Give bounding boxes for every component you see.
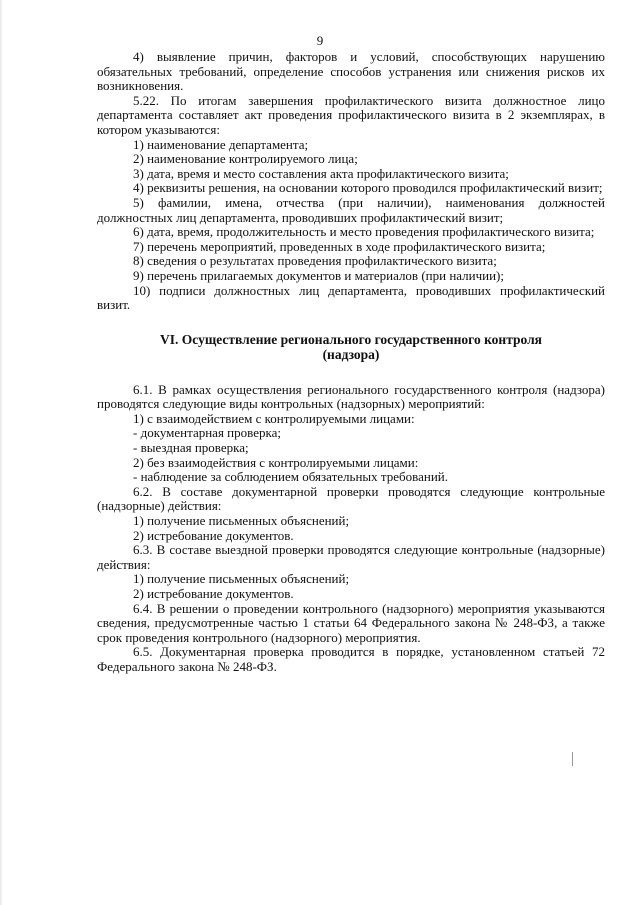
paragraph: 5.22. По итогам завершения профилактического визита должностное лицо департамента составляет акт проведения профилактического визита в 2 экземплярах, в котором указываются: — [97, 92, 605, 137]
list-item: 1) получение письменных объяснений; — [133, 513, 350, 529]
paragraph: 6.4. В решении о проведении контрольного (надзорного) мероприятия указываются сведения, предусмотренные частью 1 статьи 64 Федерального закона № 248-ФЗ, а также срок проведения контрольного (надзорного) мероприятия. — [97, 600, 605, 645]
list-item: 8) сведения о результатах проведения профилактического визита; — [133, 253, 497, 269]
list-item: 1) получение письменных объяснений; — [133, 571, 350, 587]
document-body — [97, 50, 605, 675]
list-item: - документарная проверка; — [133, 425, 281, 441]
section-heading-line2: (надзора) — [322, 346, 380, 362]
section-heading-line1: VI. Осуществление регионального государственного контроля — [160, 331, 542, 347]
list-item: 1) наименование департамента; — [133, 136, 309, 152]
page-number: 9 — [316, 33, 324, 48]
list-item: - наблюдение за соблюдением обязательных требований. — [133, 469, 448, 485]
list-item: 9) перечень прилагаемых документов и материалов (при наличии); — [133, 267, 504, 283]
list-item: 7) перечень мероприятий, проведенных в ходе профилактического визита; — [133, 238, 546, 254]
paragraph: 4) выявление причин, факторов и условий, способствующих нарушению обязательных требований, определение способов устранения или снижения рисков их возникновения. — [97, 49, 605, 94]
list-item: 2) истребование документов. — [133, 527, 294, 543]
list-item: 5) фамилии, имена, отчества (при наличии), наименования должностей должностных лиц департамента, проводивших профилактический визит; — [97, 194, 605, 225]
paragraph: 6.3. В составе выездной проверки проводятся следующие контрольные (надзорные) действия: — [97, 542, 605, 572]
paragraph: 6.1. В рамках осуществления регионального государственного контроля (надзора) проводятся следующие виды контрольных (надзорных) мероприятий: — [97, 381, 605, 412]
list-item: 1) с взаимодействием с контролируемыми лицами: — [133, 410, 415, 426]
list-item: 3) дата, время и место составления акта профилактического визита; — [133, 165, 509, 181]
list-item: - выездная проверка; — [133, 440, 249, 456]
list-item: 2) наименование контролируемого лица; — [133, 151, 358, 167]
list-item: 2) без взаимодействия с контролируемыми лицами: — [133, 454, 419, 470]
paragraph: 6.2. В составе документарной проверки проводятся следующие контрольные (надзорные) действия: — [97, 483, 605, 514]
section-heading — [97, 332, 605, 362]
list-item: 10) подписи должностных лиц департамента, проводивших профилактический визит. — [97, 282, 605, 313]
list-item: 2) истребование документов. — [133, 586, 294, 601]
paragraph: 6.5. Документарная проверка проводится в порядке, установленном статьей 72 Федерального закона № 248-ФЗ. — [97, 644, 605, 674]
margin-mark — [572, 752, 573, 766]
list-item: 6) дата, время, продолжительность и место проведения профилактического визита; — [133, 224, 595, 240]
scan-edge — [0, 0, 3, 905]
list-item: 4) реквизиты решения, на основании которого проводился профилактический визит; — [133, 180, 603, 196]
